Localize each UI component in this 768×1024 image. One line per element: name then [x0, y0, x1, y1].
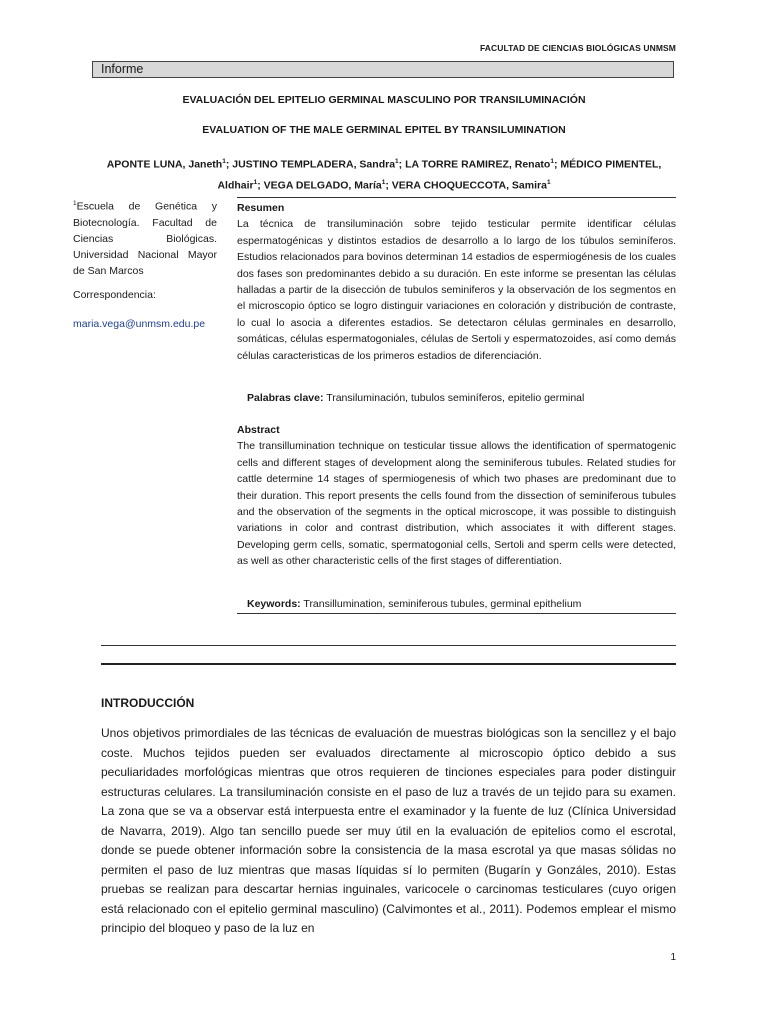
abstract-heading: Abstract [237, 424, 280, 436]
affiliation [73, 196, 217, 279]
author-name: ; JUSTINO TEMPLADERA, Sandra [225, 158, 396, 171]
author-affil-sup: 1 [550, 158, 554, 165]
abstract-bottom-rule [237, 613, 676, 614]
abstract-keywords [247, 598, 581, 610]
divider-rule [101, 645, 676, 646]
author-affil-sup: 1 [546, 178, 551, 186]
divider-rule-thick [101, 663, 676, 665]
email-link[interactable]: maria.vega@unmsm.edu.pe [73, 318, 206, 330]
page-number: 1 [670, 952, 676, 963]
author-affil-sup: 1 [395, 158, 399, 165]
title-spanish: EVALUACIÓN DEL EPITELIO GERMINAL MASCULINO POR TRANSILUMINACIÓN [182, 94, 586, 106]
author-name: Aldhair [217, 179, 254, 191]
introduction-heading: INTRODUCCIÓN [101, 696, 195, 710]
author-affil-sup: 1 [222, 158, 226, 165]
running-header: FACULTAD DE CIENCIAS BIOLÓGICAS UNMSM [479, 43, 676, 53]
affiliation-text: Escuela de Genética y Biotecnología. Facultad de Ciencias Biológicas. Universidad Nacional Mayor de San Marcos [73, 200, 217, 277]
resumen-text: La técnica de transiluminación sobre tejido testicular permite identificar células espermatogénicas y distintos estadios de desarrollo a lo largo de los túbulos seminíferos. Estudios relacionados para bovinos determinan 14 estadios de espermiogénesis de los cuales dos fases son predominantes debido a su duración. En este informe se presentan las células halladas a partir de la disección de tubulos seminiferos y la observación de los segmentos en el microscopio óptico se logro distinguir variaciones en coloración y distribución de contraste, lo cual lo asocia a diferentes estadios. Se detectaron células germinales en desarrollo, somáticas, células espermatogoniales, células de Sertoli y espermatozoides, así como demás células caracteristicas de los primeros estadios de diferenciación. [237, 218, 676, 362]
correspondence-label: Correspondencia: [73, 289, 156, 301]
title-english: EVALUATION OF THE MALE GERMINAL EPITEL BY TRANSILUMINATION [202, 124, 566, 136]
author-name: ; VEGA DELGADO, María [257, 179, 382, 191]
abstract-text: The transillumination technique on testicular tissue allows the identification of spermatogenic cells and different stages of development along the seminiferous tubules. Related studies for cattle determine 14 stages of spermiogenesis of which two phases are predominant due to their duration. This report presents the cells found from the dissection of seminiferous tubules and the observation of the segments in the optical microscope, it was possible to distinguish variations in color and contrast distribution, which associates it with different stages. Developing germ cells, somatic, spermatogonial cells, Sertoli and sperm cells were detected, as well as other characteristic cells of the first stages of differentiation. [237, 440, 676, 568]
resumen-section [237, 200, 676, 364]
author-affil-sup: 1 [381, 178, 386, 186]
section-label-bar: Informe [92, 61, 674, 78]
author-name: ; MÉDICO PIMENTEL, [553, 158, 662, 171]
author-affil-sup: 1 [253, 178, 258, 186]
abstract-section [237, 422, 676, 570]
introduction-text: Unos objetivos primordiales de las técnicas de evaluación de muestras biológicas son la sencillez y el bajo coste. Muchos tejidos pueden ser evaluados directamente al microscopio óptico debido a sus peculiaridades morfológicas mientras que otros requieren de tinciones especiales para poder distinguir estructuras celulares. La transiluminación consiste en el paso de luz a través de un tejido para su examen. La zona que se va a observar está interpuesta entre el examinador y la fuente de luz (Clínica Universidad de Navarra, 2019). Algo tan sencillo puede ser muy útil en la evaluación de epitelios como el escrotal, donde se puede obtener información sobre la consistencia de la masa escrotal ya que masas sólidas no permiten el paso de luz mientras que masas líquidas sí lo permiten (Bugarín y Gonzáles, 2010). Estas pruebas se realizan para descartar hernias inguinales, varicocele o carcinomas testiculares (cuyo origen está relacionado con el epitelio germinal masculino) (Calvimontes et al., 2011). Podemos emplear el mismo principio del bloqueo y paso de la luz en [101, 726, 676, 935]
keywords-value: Transiluminación, tubulos seminíferos, epitelio germinal [323, 392, 585, 404]
abstract-top-rule [237, 197, 676, 198]
resumen-keywords [247, 392, 584, 404]
keywords-label: Palabras clave: [247, 392, 324, 404]
author-list [92, 153, 676, 194]
author-name: ; VERA CHOQUECCOTA, Samira [385, 179, 547, 191]
resumen-heading: Resumen [237, 202, 285, 214]
keywords-label: Keywords: [247, 598, 301, 610]
affiliation-sup: 1 [73, 200, 77, 207]
author-name: APONTE LUNA, Janeth [106, 158, 223, 171]
author-name: ; LA TORRE RAMIREZ, Renato [398, 158, 551, 171]
keywords-value: Transillumination, seminiferous tubules, germinal epithelium [300, 598, 582, 610]
